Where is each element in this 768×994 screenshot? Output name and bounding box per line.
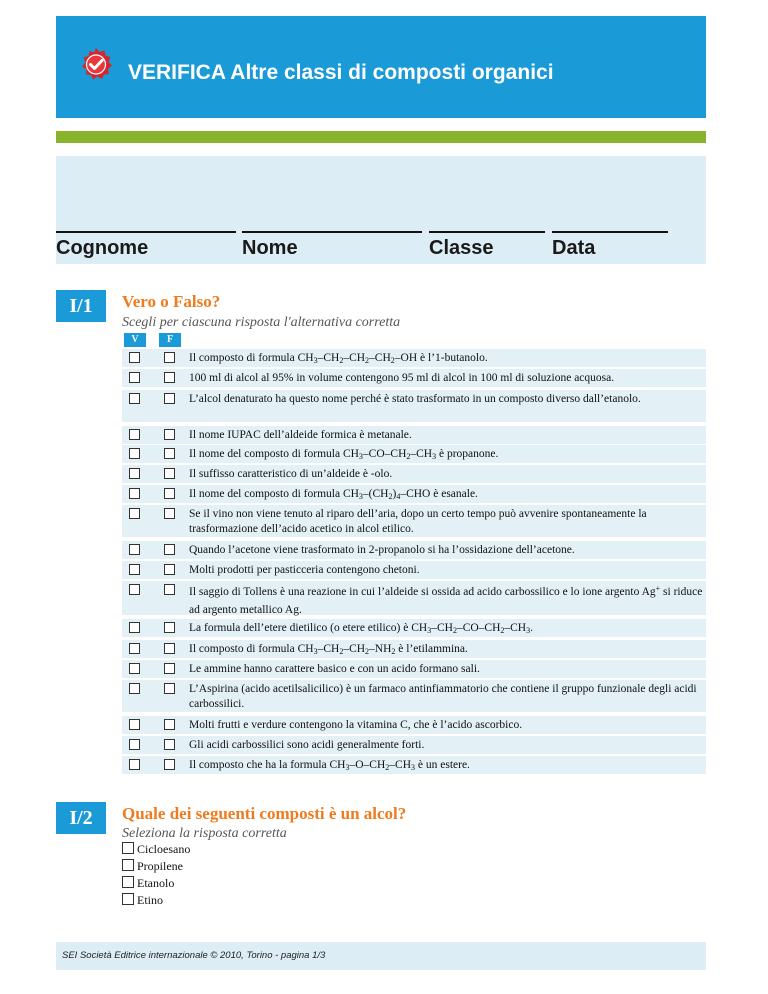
true-checkbox[interactable] [129, 759, 140, 770]
cognome-field[interactable] [56, 231, 236, 233]
cognome-label: Cognome [56, 237, 149, 259]
option-checkbox[interactable] [122, 893, 134, 905]
true-checkbox[interactable] [129, 372, 140, 383]
true-checkbox[interactable] [129, 544, 140, 555]
question-text: Quando l’acetone viene trasformato in 2-propanolo si ha l’ossidazione dell’acetone. [189, 544, 575, 556]
option-checkbox[interactable] [122, 876, 134, 888]
true-checkbox[interactable] [129, 683, 140, 694]
section-subtitle: Scegli per ciascuna risposta l'alternativa corretta [122, 315, 401, 330]
true-checkbox[interactable] [129, 468, 140, 479]
answer-option[interactable] [122, 858, 183, 874]
option-label: Propilene [137, 859, 183, 873]
question-text: Il nome del composto di formula $CH_3-(CH_2)_4$–CHO è esanale. [189, 488, 478, 501]
true-checkbox[interactable] [129, 352, 140, 363]
question-text: Molti prodotti per pasticceria contengono chetoni. [189, 564, 420, 576]
section-title: Vero o Falso? [122, 292, 221, 311]
false-checkbox[interactable] [164, 622, 175, 633]
true-checkbox[interactable] [129, 663, 140, 674]
answer-option[interactable] [122, 875, 174, 891]
option-label: Cicloesano [137, 842, 191, 856]
nome-field[interactable] [242, 231, 422, 233]
false-checkbox[interactable] [164, 488, 175, 499]
true-checkbox[interactable] [129, 622, 140, 633]
data-field[interactable] [552, 231, 668, 233]
page-title: VERIFICA Altre classi di composti organici [128, 61, 554, 84]
true-checkbox[interactable] [129, 429, 140, 440]
question-text: L’Aspirina (acido acetilsalicilico) è un farmaco antinfiammatorio che contiene il gruppo funzionale degli acidi carbossilici. [189, 683, 697, 710]
column-v-header: V [124, 333, 146, 347]
question-text: Gli acidi carbossilici sono acidi generalmente forti. [189, 739, 425, 751]
false-checkbox[interactable] [164, 393, 175, 404]
question-text: Le ammine hanno carattere basico e con un acido formano sali. [189, 663, 480, 675]
false-checkbox[interactable] [164, 564, 175, 575]
false-checkbox[interactable] [164, 584, 175, 595]
footer-text: SEI Società Editrice internazionale © 2010, Torino - pagina 1/3 [62, 950, 326, 961]
question-text: L’alcol denaturato ha questo nome perché è stato trasformato in un composto diverso dall’etanolo. [189, 393, 641, 405]
false-checkbox[interactable] [164, 759, 175, 770]
false-checkbox[interactable] [164, 468, 175, 479]
false-checkbox[interactable] [164, 372, 175, 383]
false-checkbox[interactable] [164, 719, 175, 730]
data-label: Data [552, 237, 596, 259]
false-checkbox[interactable] [164, 544, 175, 555]
false-checkbox[interactable] [164, 448, 175, 459]
answer-option[interactable] [122, 892, 163, 908]
student-info-box [56, 156, 706, 264]
question-text: Il composto di formula $CH_3-CH_2-CH_2-CH_2-OH$ è l’1-butanolo. [189, 352, 488, 365]
true-checkbox[interactable] [129, 719, 140, 730]
question-text: Il saggio di Tollens è una reazione in cui l’aldeide si ossida ad acido carbossilico e lo ione argento Ag+ si riduce ad argento metallico Ag. [189, 584, 703, 616]
true-checkbox[interactable] [129, 584, 140, 595]
question-text: Il composto di formula $CH_3-CH_2-CH_2-NH_2$ è l’etilammina. [189, 643, 468, 656]
option-label: Etino [137, 893, 163, 907]
divider-bar [56, 131, 706, 143]
section-number: I/2 [56, 802, 106, 834]
false-checkbox[interactable] [164, 683, 175, 694]
false-checkbox[interactable] [164, 739, 175, 750]
false-checkbox[interactable] [164, 508, 175, 519]
checkmark-seal-icon [79, 47, 113, 81]
true-checkbox[interactable] [129, 393, 140, 404]
question-text: Se il vino non viene tenuto al riparo dell’aria, dopo un certo tempo può avvenire spontaneamente la trasformazione dell’acido acetico in alcol etilico. [189, 508, 647, 535]
option-checkbox[interactable] [122, 842, 134, 854]
answer-option[interactable] [122, 841, 190, 857]
question-text: Il suffisso caratteristico di un’aldeide è -olo. [189, 468, 393, 480]
classe-label: Classe [429, 237, 494, 259]
option-label: Etanolo [137, 876, 175, 890]
question-text: 100 ml di alcol al 95% in volume contengono 95 ml di alcol in 100 ml di soluzione acquosa. [189, 372, 615, 384]
false-checkbox[interactable] [164, 429, 175, 440]
true-checkbox[interactable] [129, 739, 140, 750]
question-text: La formula dell’etere dietilico (o etere etilico) è $CH_3-CH_2-CO-CH_2-CH_3$. [189, 622, 533, 635]
false-checkbox[interactable] [164, 643, 175, 654]
true-checkbox[interactable] [129, 508, 140, 519]
classe-field[interactable] [429, 231, 545, 233]
section-subtitle: Seleziona la risposta corretta [122, 826, 287, 841]
false-checkbox[interactable] [164, 352, 175, 363]
question-text: Il nome del composto di formula $CH_3-CO-CH_2-CH_3$ è propanone. [189, 448, 499, 461]
true-checkbox[interactable] [129, 643, 140, 654]
question-text: Molti frutti e verdure contengono la vitamina C, che è l’acido ascorbico. [189, 719, 523, 731]
section-title: Quale dei seguenti composti è un alcol? [122, 804, 407, 823]
question-text: Il nome IUPAC dell’aldeide formica è metanale. [189, 429, 412, 441]
header-banner [56, 16, 706, 118]
true-checkbox[interactable] [129, 448, 140, 459]
true-checkbox[interactable] [129, 564, 140, 575]
false-checkbox[interactable] [164, 663, 175, 674]
section-number: I/1 [56, 290, 106, 322]
option-checkbox[interactable] [122, 859, 134, 871]
nome-label: Nome [242, 237, 298, 259]
true-checkbox[interactable] [129, 488, 140, 499]
question-text: Il composto che ha la formula $CH_3-O-CH_2-CH_3$ è un estere. [189, 759, 470, 772]
column-f-header: F [159, 333, 181, 347]
